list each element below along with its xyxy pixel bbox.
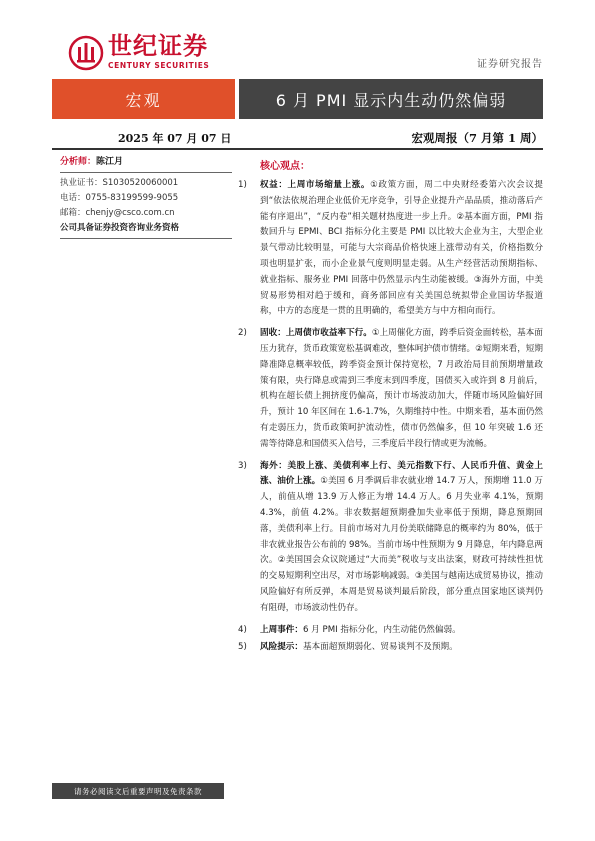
item-number: 4) (238, 624, 247, 635)
item-heading: 权益：上周市场缩量上涨。 (260, 180, 371, 190)
sidebar-divider (60, 172, 232, 173)
item-body: ①美国 6 月季调后非农就业增 14.7 万人，预期增 11.0 万人，前值从增 13.9 万人修正为增 14.4 万人。6 月失业率 4.1%，预期 4.3%，前值 4.2%。非农数据超预期叠加失业率低于预期，降息预期回落，美债利率上行。目前市场对九月份美联储降息的概率约为 80%，低于非农就业报告公布前的 98%。当前市场中性预期为 9 月降息，年内降息两次。②美国国会众议院通过“大而美”税收与支出法案，财政可持续性担忧的交易短期利空出尽，对市场影响减弱。③美国与越南达成贸易协议，推动风险偏好有所反弹，本周是贸易谈判最后阶段，部分重点国家地区谈判仍有阻碍，市场波动性仍存。 (260, 476, 543, 613)
report-type-label: 证券研究报告 (477, 59, 543, 70)
view-item-events (238, 623, 543, 639)
view-item-equity (238, 178, 543, 320)
analyst-sidebar (60, 154, 232, 239)
sidebar-divider-bottom (60, 238, 232, 239)
category-banner: 宏观 (52, 79, 235, 119)
item-number: 1) (238, 180, 247, 190)
item-heading: 风险提示： (260, 642, 303, 653)
century-securities-logo-icon (68, 35, 104, 71)
qualification-note: 公司具备证券投资咨询业务资格 (60, 223, 180, 233)
item-number: 2) (238, 328, 247, 339)
analyst-label: 分析师： (60, 157, 97, 167)
report-date: 2025 年 07 月 07 日 (118, 132, 232, 145)
view-item-overseas (238, 459, 543, 617)
report-series: 宏观周报（7 月第 1 周） (411, 131, 543, 145)
core-views-section (238, 160, 543, 662)
header-divider (52, 148, 543, 150)
report-title-banner: 6 月 PMI 显示内生动仍然偏弱 (239, 79, 543, 119)
item-number: 3) (238, 460, 247, 471)
item-body: 基本面超预期弱化、贸易谈判不及预期。 (302, 642, 458, 653)
view-item-fixed-income (238, 326, 543, 452)
view-item-risk (238, 640, 543, 656)
item-heading: 上周事件： (260, 624, 303, 635)
item-heading: 海外：美股上涨、美债利率上行、美元指数下行、人民币升值、黄金上涨、油价上涨。 (260, 460, 543, 487)
logo-chinese-name: 世纪证券 (108, 31, 208, 60)
license-number: 执业证书：S1030520060001 (60, 178, 179, 188)
item-heading: 固收：上周债市收益率下行。 (260, 328, 372, 339)
analyst-name: 陈江月 (96, 157, 124, 167)
item-body: 6 月 PMI 指标分化，内生动能仍然偏弱。 (302, 624, 461, 635)
core-views-title: 核心观点： (260, 161, 310, 172)
phone-number: 电话：0755-83199599-9055 (60, 193, 179, 203)
item-number: 5) (238, 642, 247, 653)
email-address[interactable]: 邮箱：chenjy@csco.com.cn (60, 208, 175, 218)
page-header (0, 0, 595, 70)
logo-english-name: CENTURY SECURITIES (108, 61, 210, 70)
analyst-row (60, 154, 232, 170)
disclaimer-bar: 请务必阅读文后重要声明及免责条款 (52, 783, 224, 799)
item-body: ①上周催化方面，跨季后资金面转松，基本面压力犹存，货币政策宽松基调难改，整体呵护债市情绪。②短期来看，短期降准降息概率较低，跨季资金预计保持宽松，7 月政治局目前预期增量政策有限，央行降息或需到三季度末到四季度，国债买入或许到 8 月前后，机构在超长债上拥挤度仍偏高，预计市场波动加大，伴随市场风险偏好回升，预计 10 年区间在 1.6-1.7%，久期维持中性。中期来看，基本面仍然有走弱压力，货币政策呵护流动性，债市仍然偏多，但 10 年突破 1.6 还需等待降息和国债买入信号，三季度后半段行情或更为流畅。 (260, 328, 543, 449)
item-body: ①政策方面，周二中央财经委第六次会议提到“依法依规治理企业低价无序竞争，引导企业提升产品品质，推动落后产能有序退出”，“反内卷”相关题材热度进一步上升。②基本面方面，PMI 指数回升与 EPMI、BCI 指标分化主要是 PMI 以比较大企业为主，大型企业景气带动比较明显，可能与大宗商品价格快速上涨带动有关，价格指数分项也明显扩张，而小企业景气度则明显走弱。从生产经营活动预期指标、就业指标、服务业 PMI 回落中仍然显示内生动能被缓。③海外方面，中美贸易形势相对趋于缓和，商务部回应有关美国总统拟带企业国访华报道称，中方的态度是一贯的且明确的，希望美方与中方相向而行。 (260, 180, 543, 317)
